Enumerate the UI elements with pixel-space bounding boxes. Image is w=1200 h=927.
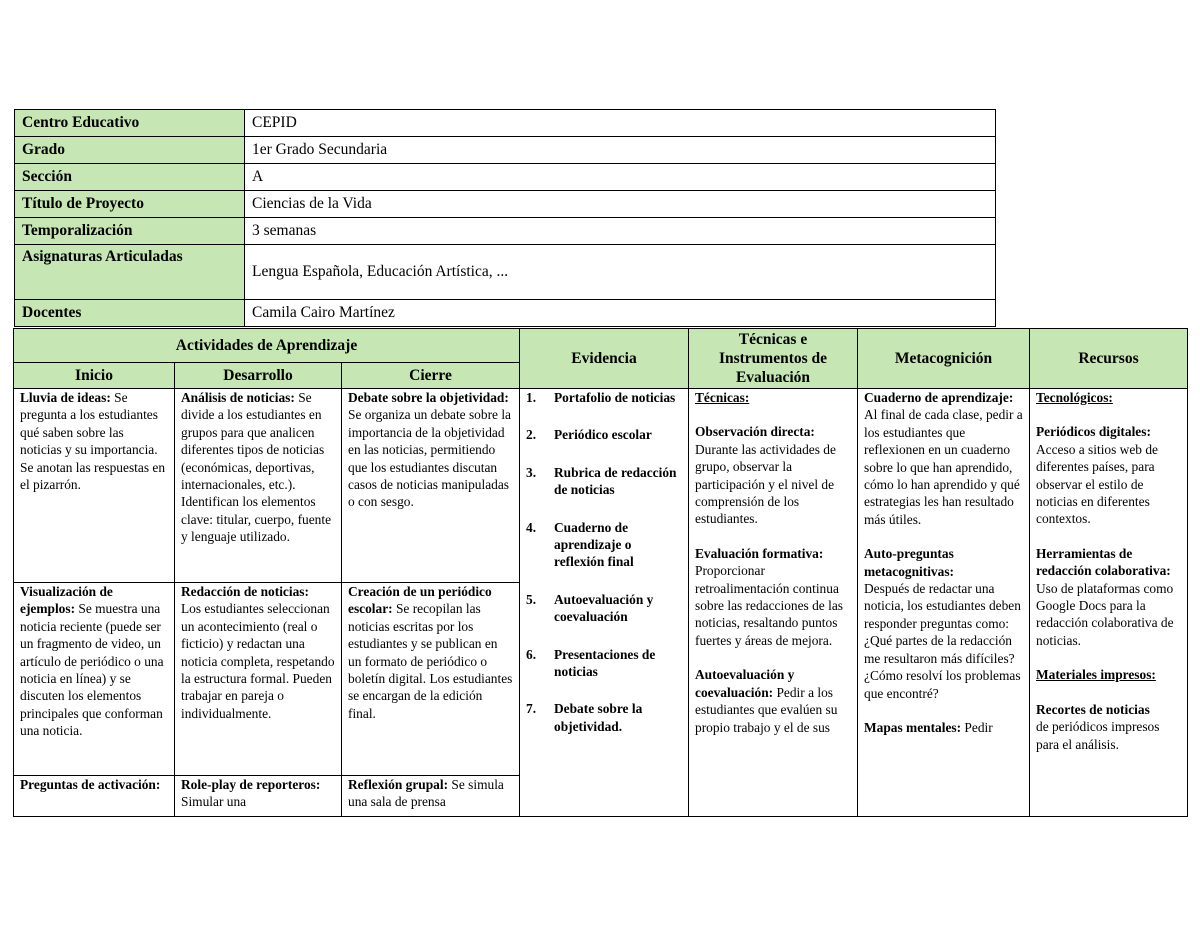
recurso-item: Herramientas de redacción colaborativa: Uso de plataformas como Google Docs para la redacción colaborativa de noticias. (1036, 545, 1174, 648)
info-row-temporalizacion (15, 218, 996, 245)
evidencia-cell (520, 389, 689, 817)
info-label: Grado (15, 137, 245, 164)
evidencia-item: 5. Autoevaluación y coevaluación (526, 591, 654, 625)
metacognicion-cell (858, 389, 1030, 817)
activity-title: Debate sobre la objetividad: (348, 390, 509, 405)
evidencia-item: 7. Debate sobre la objetividad. (526, 701, 643, 734)
evidencia-list (526, 389, 682, 735)
metacognicion-item: Cuaderno de aprendizaje: Al final de cada clase, pedir a los estudiantes que reflexionen en un cuaderno sobre lo que han aprendido, cómo lo han aprendido y qué estrategias les han resultado más útiles. (864, 390, 1023, 527)
activity-title: Creación de un periódico escolar: (348, 584, 492, 617)
info-value: A (245, 164, 996, 191)
header-inicio: Inicio (14, 363, 175, 389)
info-row-asignaturas (15, 245, 996, 300)
recurso-item: Periódicos digitales: Acceso a sitios web de diferentes países, para observar el estilo de noticias en diferentes contextos. (1036, 424, 1158, 527)
info-label: Temporalización (15, 218, 245, 245)
info-row-centro (15, 110, 996, 137)
activity-title: Visualización de ejemplos: (20, 584, 113, 617)
tecnicas-heading: Técnicas: (695, 390, 750, 405)
activity-title: Preguntas de activación: (20, 777, 161, 792)
info-value: Camila Cairo Martínez (245, 300, 996, 327)
tecnica-item: Evaluación formativa: Proporcionar retroalimentación continua sobre las redacciones de las noticias, resaltando puntos fuertes y áreas de mejora. (695, 545, 843, 648)
cierre-cell (342, 776, 520, 817)
activity-text: Se pregunta a los estudiantes qué saben sobre las noticias y su importancia. Se anotan las respuestas en el pizarrón. (20, 390, 166, 493)
header-actividades: Actividades de Aprendizaje (14, 329, 520, 363)
info-label: Docentes (15, 300, 245, 327)
desarrollo-cell (175, 776, 342, 817)
header-cierre: Cierre (342, 363, 520, 389)
info-row-seccion (15, 164, 996, 191)
info-value: CEPID (245, 110, 996, 137)
header-tecnicas: Técnicas e Instrumentos de Evaluación (689, 329, 858, 389)
activity-text: Se recopilan las noticias escritas por los estudiantes y se publican en un formato de periódico o boletín digital. Los estudiantes se encargan de la edición final. (348, 601, 513, 721)
recursos-tecnologicos: Tecnológicos: (1036, 390, 1113, 405)
header-recursos: Recursos (1030, 329, 1188, 389)
activity-text: Se muestra una noticia reciente (puede ser un fragmento de video, un artículo de periódico o una noticia en línea) y se discuten los elementos principales que conforman una noticia. (20, 601, 164, 739)
recurso-item: Recortes de noticias de periódicos impresos para el análisis. (1036, 701, 1160, 752)
header-metacognicion: Metacognición (858, 329, 1030, 389)
learning-plan-table (13, 328, 1188, 817)
activity-title: Role-play de reporteros: (181, 777, 321, 792)
info-label: Sección (15, 164, 245, 191)
info-label: Título de Proyecto (15, 191, 245, 218)
activity-text: Simular una (181, 794, 247, 810)
activity-title: Análisis de noticias: (181, 390, 295, 405)
metacognicion-item: Auto-preguntas metacognitivas: Después de redactar una noticia, los estudiantes deben responder preguntas como: ¿Qué partes de la redacción me resultaron más difíciles? ¿Cómo resolví los problemas que encontré? (864, 546, 1021, 701)
project-info-table (14, 109, 996, 327)
info-value: Ciencias de la Vida (245, 191, 996, 218)
info-value: Lengua Española, Educación Artística, ... (245, 245, 996, 300)
inicio-cell (14, 776, 175, 817)
recursos-materiales: Materiales impresos: (1036, 667, 1156, 683)
info-row-docentes (15, 300, 996, 327)
tecnicas-cell (689, 389, 858, 817)
recursos-cell (1030, 389, 1188, 817)
info-value: 3 semanas (245, 218, 996, 245)
activity-text: Se organiza un debate sobre la importancia de la objetividad en las noticias, permitiendo que los estudiantes discutan casos de noticias manipuladas o con sesgo. (348, 407, 511, 510)
cierre-cell (342, 583, 520, 776)
desarrollo-cell (175, 583, 342, 776)
header-evidencia: Evidencia (520, 329, 689, 389)
evidencia-item: 1. Portafolio de noticias (526, 390, 676, 405)
info-label: Centro Educativo (15, 110, 245, 137)
info-value: 1er Grado Secundaria (245, 137, 996, 164)
info-label: Asignaturas Articuladas (15, 245, 245, 300)
tecnica-item: Autoevaluación y coevaluación: Pedir a los estudiantes que evalúen su propio trabajo y el de sus (695, 667, 838, 735)
info-row-grado (15, 137, 996, 164)
header-desarrollo: Desarrollo (175, 363, 342, 389)
metacognicion-item: Mapas mentales: Pedir (864, 719, 993, 735)
activity-text: Los estudiantes seleccionan un acontecimiento (real o ficticio) y redactan una noticia completa, respetando la estructura formal. Pueden trabajar en pareja o individualmente. (181, 601, 335, 721)
info-row-titulo (15, 191, 996, 218)
evidencia-item: 3. Rubrica de redacción de noticias (526, 464, 677, 498)
evidencia-item: 6. Presentaciones de noticias (526, 646, 656, 680)
evidencia-item: 2. Periódico escolar (526, 427, 652, 443)
activity-title: Lluvia de ideas: (20, 390, 111, 405)
activity-text: Se divide a los estudiantes en grupos para que analicen diferentes tipos de noticias (económicas, deportivas, internacionales, etc.). Identifican los elementos clave: titular, cuerpo, fuente y lenguaje utilizado. (181, 390, 332, 545)
inicio-cell (14, 389, 175, 583)
tecnica-item: Observación directa: Durante las actividades de grupo, observar la participación y el nivel de comprensión de los estudiantes. (695, 424, 836, 527)
inicio-cell (14, 583, 175, 776)
desarrollo-cell (175, 389, 342, 583)
activity-title: Reflexión grupal: (348, 777, 449, 792)
activity-title: Redacción de noticias: (181, 584, 309, 599)
cierre-cell (342, 389, 520, 583)
activity-text: Se simula una sala de prensa (348, 777, 504, 810)
evidencia-item: 4. Cuaderno de aprendizaje o reflexión final (526, 519, 634, 570)
